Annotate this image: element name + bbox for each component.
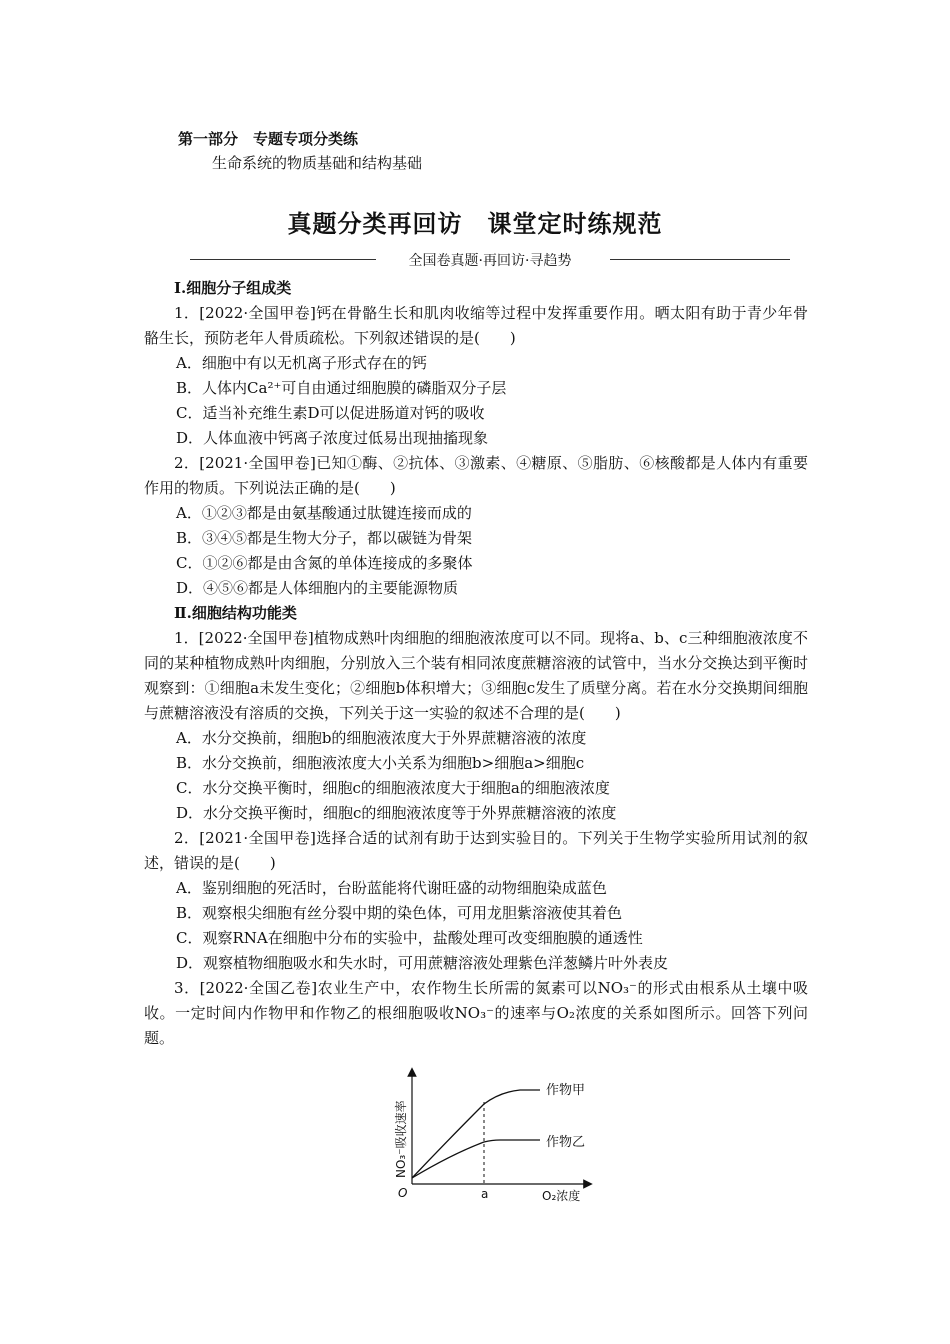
option: A．细胞中有以无机离子形式存在的钙 (176, 354, 427, 372)
curve-label-a: 作物甲 (546, 1083, 586, 1098)
option: B．人体内Ca²⁺可自由通过细胞膜的磷脂双分子层 (176, 379, 507, 397)
option: C．适当补充维生素D可以促进肠道对钙的吸收 (176, 404, 485, 422)
page-title: 真题分类再回访 课堂定时练规范 (287, 209, 663, 238)
option: A．水分交换前，细胞b的细胞液浓度大于外界蔗糖溶液的浓度 (176, 729, 587, 747)
option: D．④⑤⑥都是人体细胞内的主要能源物质 (176, 579, 459, 597)
question-stem: 1．[2022·全国甲卷]植物成熟叶肉细胞的细胞液浓度可以不同。现将a、b、c三种细胞液浓度不同的某种植物成熟叶肉细胞，分别放入三个装有相同浓度蔗糖溶液的试管中，当水分交换达到平衡时观察到：①细胞a未发生变化；②细胞b体积增大；③细胞c发生了质壁分离。若在水分交换期间细胞与蔗糖溶液没有溶质的交换，下列关于这一实验的叙述不合理的是( ) (144, 629, 808, 722)
x-tick-label: a (481, 1187, 489, 1201)
option: A．①②③都是由氨基酸通过肽键连接而成的 (176, 504, 472, 522)
figure (392, 1066, 602, 1208)
banner-rule-left (190, 259, 376, 260)
figure-graph (392, 1066, 602, 1208)
section-heading: Ⅰ.细胞分子组成类 (174, 279, 292, 297)
curve-crop-a (412, 1090, 540, 1178)
banner-text: 全国卷真题·再回访·寻趋势 (408, 253, 572, 269)
option: B．观察根尖细胞有丝分裂中期的染色体，可用龙胆紫溶液使其着色 (176, 904, 623, 922)
option: B．③④⑤都是生物大分子，都以碳链为骨架 (176, 529, 473, 547)
section-heading: Ⅱ.细胞结构功能类 (174, 604, 297, 622)
option: C．水分交换平衡时，细胞c的细胞液浓度大于细胞a的细胞液浓度 (176, 779, 610, 797)
origin-label: O (398, 1186, 408, 1200)
y-axis-label: NO₃⁻吸收速率 (394, 1100, 408, 1178)
question-stem: 1．[2022·全国甲卷]钙在骨骼生长和肌肉收缩等过程中发挥重要作用。晒太阳有助于青少年骨骼生长，预防老年人骨质疏松。下列叙述错误的是( ) (144, 304, 808, 347)
option: B．水分交换前，细胞液浓度大小关系为细胞b>细胞a>细胞c (176, 754, 585, 772)
curve-crop-b (412, 1140, 540, 1178)
option: D．水分交换平衡时，细胞c的细胞液浓度等于外界蔗糖溶液的浓度 (176, 804, 617, 822)
option: C．①②⑥都是由含氮的单体连接成的多聚体 (176, 554, 473, 572)
subpart-heading: 生命系统的物质基础和结构基础 (212, 154, 423, 172)
banner (190, 248, 790, 270)
banner-rule-right (610, 259, 790, 260)
option: C．观察RNA在细胞中分布的实验中，盐酸处理可改变细胞膜的通透性 (176, 929, 643, 947)
x-axis-label: O₂浓度 (542, 1189, 581, 1203)
question-stem: 3．[2022·全国乙卷]农业生产中，农作物生长所需的氮素可以NO₃⁻的形式由根系从土壤中吸收。一定时间内作物甲和作物乙的根细胞吸收NO₃⁻的速率与O₂浓度的关系如图所示。回答下列问题。 (144, 979, 808, 1047)
question-stem: 2．[2021·全国甲卷]已知①酶、②抗体、③激素、④糖原、⑤脂肪、⑥核酸都是人体内有重要作用的物质。下列说法正确的是( ) (144, 454, 808, 497)
option: A．鉴别细胞的死活时，台盼蓝能将代谢旺盛的动物细胞染成蓝色 (176, 879, 607, 897)
curve-label-b: 作物乙 (546, 1135, 586, 1150)
part-heading: 第一部分 专题专项分类练 (178, 130, 359, 148)
option: D．观察植物细胞吸水和失水时，可用蔗糖溶液处理紫色洋葱鳞片叶外表皮 (176, 954, 669, 972)
question-body (144, 276, 808, 1051)
option: D．人体血液中钙离子浓度过低易出现抽搐现象 (176, 429, 489, 447)
question-stem: 2．[2021·全国甲卷]选择合适的试剂有助于达到实验目的。下列关于生物学实验所用试剂的叙述，错误的是( ) (144, 829, 808, 872)
